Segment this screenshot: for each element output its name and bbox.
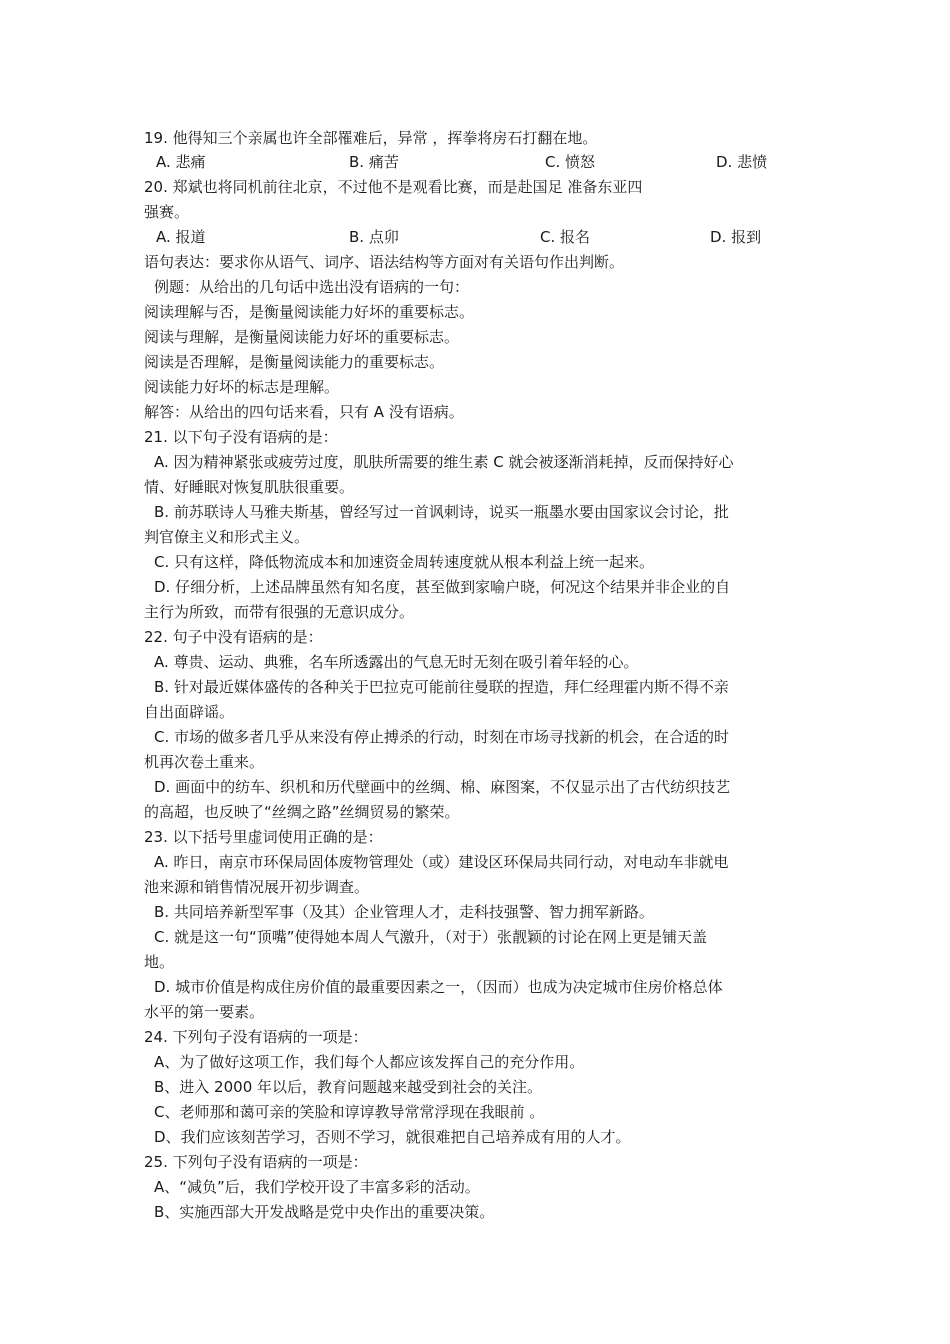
intro-line5: 阅读是否理解，是衡量阅读能力的重要标志。 xyxy=(144,353,445,371)
q23-option-d-line2: 水平的第一要素。 xyxy=(144,1003,265,1021)
q21-option-b-line1: B. 前苏联诗人马雅夫斯基，曾经写过一首讽刺诗，说买一瓶墨水要由国家议会讨论，批 xyxy=(154,503,729,521)
intro-line2: 例题：从给出的几句话中选出没有语病的一句： xyxy=(154,278,470,296)
q22-option-d-line1: D. 画面中的纺车、织机和历代壁画中的丝绸、棉、麻图案，不仅显示出了古代纺织技艺 xyxy=(154,778,731,796)
intro-line1: 语句表达：要求你从语气、词序、语法结构等方面对有关语句作出判断。 xyxy=(144,253,625,271)
q24-option-b: B、进入 2000 年以后，教育问题越来越受到社会的关注。 xyxy=(154,1078,543,1096)
q20-stem-line2: 强赛。 xyxy=(144,203,190,221)
q20-option-d: D. 报到 xyxy=(710,228,762,246)
intro-line6: 阅读能力好坏的标志是理解。 xyxy=(144,378,340,396)
q21-option-b-line2: 判官僚主义和形式主义。 xyxy=(144,528,310,546)
q23-stem: 23. 以下括号里虚词使用正确的是： xyxy=(144,828,383,846)
intro-line4: 阅读与理解，是衡量阅读能力好坏的重要标志。 xyxy=(144,328,460,346)
q24-option-d: D、我们应该刻苦学习，否则不学习，就很难把自己培养成有用的人才。 xyxy=(154,1128,631,1146)
q21-option-d-line1: D. 仔细分析，上述品牌虽然有知名度，甚至做到家喻户晓，何况这个结果并非企业的自 xyxy=(154,578,731,596)
q22-option-d-line2: 的高超，也反映了“丝绸之路”丝绸贸易的繁荣。 xyxy=(144,803,460,821)
q19-option-b: B. 痛苦 xyxy=(349,153,399,171)
q20-stem-line1: 20. 郑斌也将同机前往北京，不过他不是观看比赛，而是赴国足 准备东亚四 xyxy=(144,178,643,196)
q20-option-b: B. 点卯 xyxy=(349,228,399,246)
q21-option-a-line1: A. 因为精神紧张或疲劳过度，肌肤所需要的维生素 C 就会被逐渐消耗掉，反而保持好心 xyxy=(154,453,734,471)
q22-option-a: A. 尊贵、运动、典雅，名车所透露出的气息无时无刻在吸引着年轻的心。 xyxy=(154,653,639,671)
q23-option-c-line1: C. 就是这一句“顶嘴”使得她本周人气激升，（对于）张靓颖的讨论在网上更是铺天盖 xyxy=(154,928,708,946)
q23-option-a-line1: A. 昨日，南京市环保局固体废物管理处（或）建设区环保局共同行动，对电动车非就电 xyxy=(154,853,729,871)
q22-option-b-line1: B. 针对最近媒体盛传的各种关于巴拉克可能前往曼联的捏造，拜仁经理霍内斯不得不亲 xyxy=(154,678,729,696)
q23-option-b: B. 共同培养新型军事（及其）企业管理人才，走科技强警、智力拥军新路。 xyxy=(154,903,654,921)
q19-option-a: A. 悲痛 xyxy=(156,153,206,171)
q23-option-d-line1: D. 城市价值是构成住房价值的最重要因素之一，（因而）也成为决定城市住房价格总体 xyxy=(154,978,723,996)
q21-option-c: C. 只有这样，降低物流成本和加速资金周转速度就从根本利益上统一起来。 xyxy=(154,553,655,571)
intro-line7: 解答：从给出的四句话来看，只有 A 没有语病。 xyxy=(144,403,464,421)
q25-stem: 25. 下列句子没有语病的一项是： xyxy=(144,1153,368,1171)
q21-option-a-line2: 情、好睡眠对恢复肌肤很重要。 xyxy=(144,478,355,496)
q23-option-c-line2: 地。 xyxy=(144,953,175,971)
q24-option-a: A、为了做好这项工作，我们每个人都应该发挥自己的充分作用。 xyxy=(154,1053,585,1071)
q23-option-a-line2: 池来源和销售情况展开初步调查。 xyxy=(144,878,370,896)
q21-option-d-line2: 主行为所致，而带有很强的无意识成分。 xyxy=(144,603,415,621)
q25-option-a: A、“减负”后，我们学校开设了丰富多彩的活动。 xyxy=(154,1178,480,1196)
q22-stem: 22. 句子中没有语病的是： xyxy=(144,628,323,646)
q21-stem: 21. 以下句子没有语病的是： xyxy=(144,428,338,446)
q19-option-d: D. 悲愤 xyxy=(716,153,768,171)
q25-option-b: B、实施西部大开发战略是党中央作出的重要决策。 xyxy=(154,1203,495,1221)
q24-stem: 24. 下列句子没有语病的一项是： xyxy=(144,1028,368,1046)
q19-stem: 19. 他得知三个亲属也许全部罹难后，异常 ，挥拳将房石打翻在地。 xyxy=(144,129,598,147)
q22-option-c-line1: C. 市场的做多者几乎从来没有停止搏杀的行动，时刻在市场寻找新的机会，在合适的时 xyxy=(154,728,730,746)
q20-option-c: C. 报名 xyxy=(540,228,591,246)
q22-option-b-line2: 自出面辟谣。 xyxy=(144,703,235,721)
intro-line3: 阅读理解与否，是衡量阅读能力好坏的重要标志。 xyxy=(144,303,475,321)
q24-option-c: C、老师那和蔼可亲的笑脸和谆谆教导常常浮现在我眼前 。 xyxy=(154,1103,545,1121)
q19-option-c: C. 愤怒 xyxy=(545,153,596,171)
q20-option-a: A. 报道 xyxy=(156,228,206,246)
q22-option-c-line2: 机再次卷土重来。 xyxy=(144,753,265,771)
